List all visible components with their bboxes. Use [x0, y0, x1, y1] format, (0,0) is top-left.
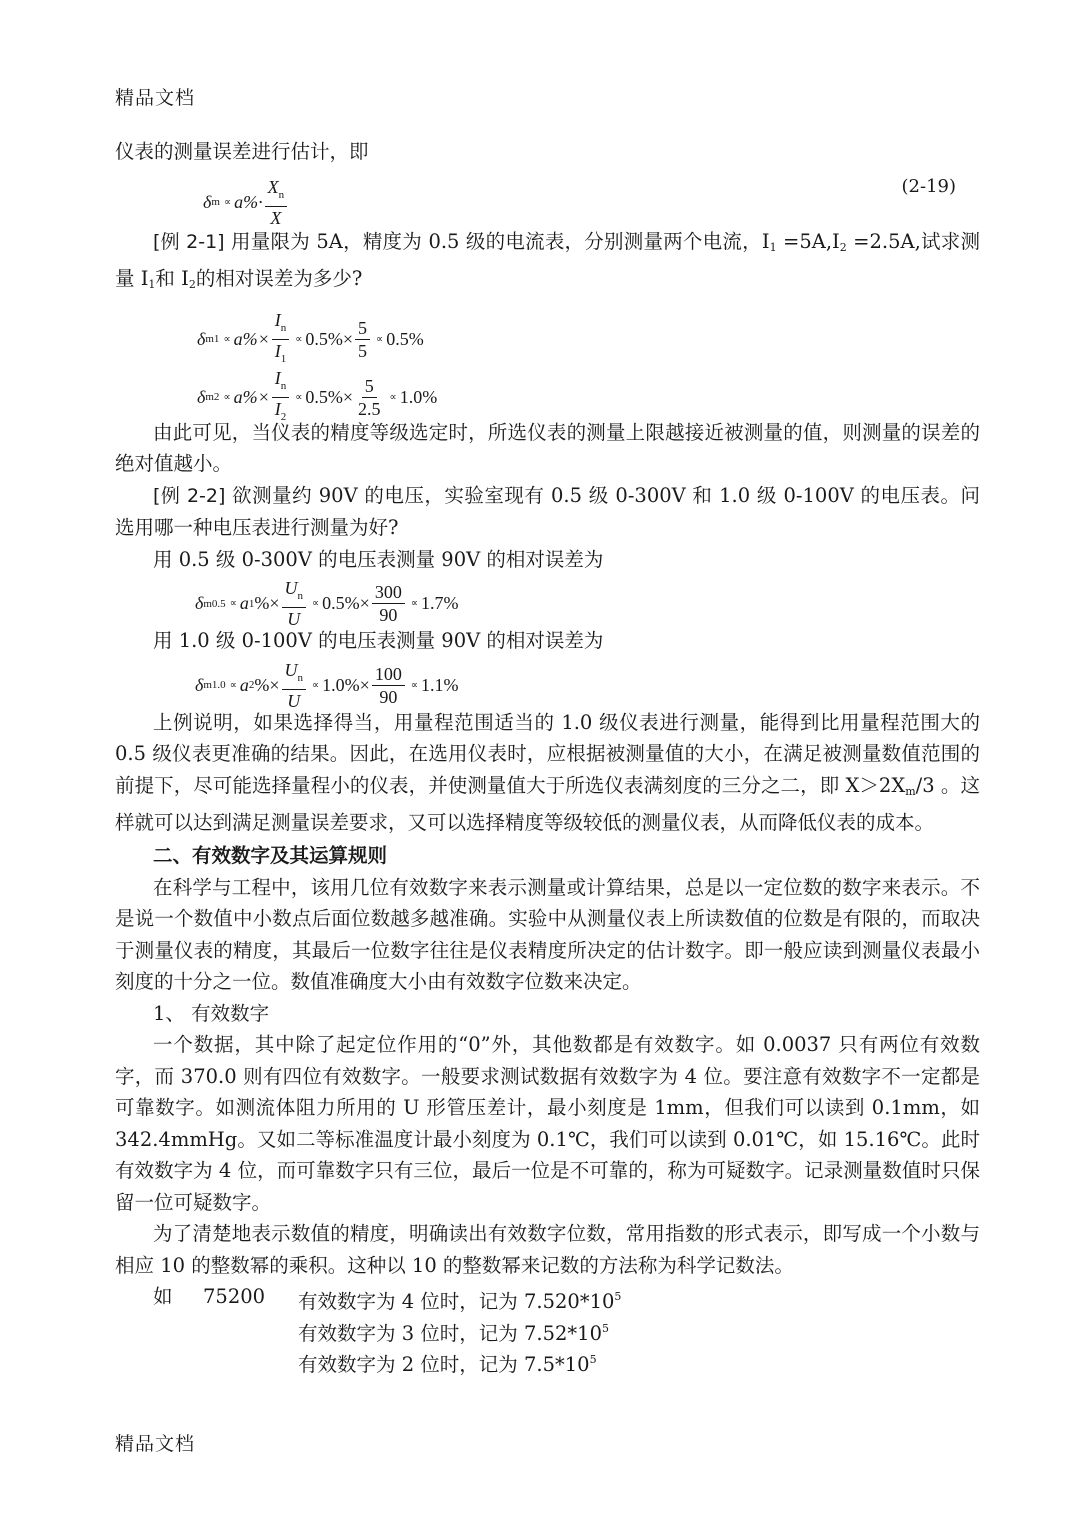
eq-fraction	[372, 663, 405, 708]
subscript: 1	[148, 278, 156, 291]
eq-term: a	[239, 674, 249, 695]
eq-subscript: m	[211, 196, 220, 208]
eq-relation-symbol: ∝	[223, 391, 230, 403]
page-footer: 精品文档	[115, 1433, 196, 1455]
example-1-conclusion: 由此可见，当仪表的精度等级选定时，所选仪表的测量上限越接近被测量的值，则测量的误差的绝对值越小。	[115, 420, 980, 475]
eq-subscript: m1	[205, 333, 220, 345]
eq-subscript: 2	[280, 410, 287, 423]
subsection-heading: 1、 有效数字	[153, 1001, 270, 1025]
intro-text: 仪表的测量误差进行估计，即	[115, 140, 369, 163]
sci-prefix: 如	[153, 1285, 173, 1308]
document-body	[115, 136, 980, 1376]
eq-symbol: δ	[203, 191, 212, 212]
sci-row-text: 有效数字为 3 位时，记为 7.52*10	[298, 1321, 602, 1345]
eq-subscript: m0.5	[203, 597, 226, 610]
eq-fraction	[272, 367, 290, 428]
eq-denominator: 2.5	[358, 398, 381, 419]
equation-example-2-b	[115, 657, 980, 711]
eq-symbol: δ	[197, 386, 206, 407]
scientific-notation-example	[115, 1344, 980, 1376]
equation-example-1-a	[115, 301, 980, 365]
eq-subscript: n	[297, 671, 303, 684]
eq-fraction	[355, 375, 384, 420]
eq-denominator: I	[274, 340, 281, 361]
eq-term: a%×	[233, 386, 270, 407]
example-text: =2.5A,试求测量 I	[115, 229, 980, 290]
section-heading: 二、有效数字及其运算规则	[153, 843, 388, 867]
scientific-notation-example	[115, 1313, 980, 1345]
summary-text: /3 。这样就可以达到满足测量误差要求，又可以选择精度等级较低的测量仪表，从而降低仪表的成本。	[115, 773, 980, 834]
eq-relation-symbol: ∝	[223, 333, 230, 345]
eq-denominator: 5	[358, 340, 368, 361]
eq-numerator: X	[267, 176, 279, 197]
sci-exponent: 5	[589, 1353, 597, 1366]
sci-row-text: 有效数字为 4 位时，记为 7.520*10	[298, 1290, 615, 1313]
eq-term: a	[239, 593, 249, 613]
eq-denominator: U	[287, 609, 301, 629]
sci-row	[298, 1344, 597, 1381]
example-text: =5A,I	[776, 229, 840, 253]
eq-term: %×	[254, 593, 280, 613]
eq-subscript: n	[280, 379, 287, 392]
section-paragraph-1: 在科学与工程中，该用几位有效数字来表示测量或计算结果，总是以一定位数的数字来表示。不是说一个数值中小数点后面位数越多越准确。实验中从测量仪表上所读数值的位数是有限的，而取决于测量仪表的精度，其最后一位数字往往是仪表精度所决定的估计数字。即一般应读到测量仪表最小刻度的十分之一位。数值准确度大小由有效数字位数来决定。	[115, 875, 980, 993]
eq-subscript: 1	[280, 352, 287, 365]
eq-term: 0.5%×	[305, 328, 354, 349]
section-paragraph-2: 一个数据，其中除了起定位作用的“0”外，其他数都是有效数字。如 0.0037 只有两位有效数字，而 370.0 则有四位有效数字。一般要求测试数据有效数字为 4 位。要注意有效数字不一定都是可靠数字。如测流体阻力所用的 U 形管压差计，最小刻度是 1mm，但我们可以读到 0.1mm，如 342.4mmHg。又如二等标准温度计最小刻度为 0.1℃，我们可以读到 0.01℃，如 15.16℃。此时有效数字为 4 位，而可靠数字只有三位，最后一位是不可靠的，称为可疑数字。记录测量数值时只保留一位可疑数字。	[115, 1033, 980, 1214]
eq-subscript: m2	[205, 391, 220, 403]
eq-denominator: X	[270, 207, 282, 228]
eq-numerator: 100	[372, 663, 405, 686]
eq-result: 0.5%	[386, 328, 424, 349]
eq-result: 1.1%	[420, 674, 459, 695]
eq-relation-symbol: ∝	[229, 679, 236, 691]
example-2-case-1: 用 0.5 级 0-300V 的电压表测量 90V 的相对误差为	[153, 547, 604, 571]
eq-numerator: 5	[362, 375, 377, 398]
example-text: 用量限为 5A，精度为 0.5 级的电流表，分别测量两个电流，I	[224, 229, 770, 253]
subscript: 2	[839, 240, 847, 254]
eq-relation-symbol: ∝	[312, 679, 319, 691]
eq-numerator: 300	[372, 581, 405, 604]
equation-example-1-b	[115, 359, 980, 423]
eq-relation-symbol: ∝	[410, 598, 417, 609]
summary-text: 上例说明，如果选择得当，用量程范围适当的 1.0 级仪表进行测量，能得到比用量程范围大的 0.5 级仪表更准确的结果。因此，在选用仪表时，应根据被测量值的大小，在满足被测量数值范围的前提下，尽可能选择量程小的仪表，并使测量值大于所选仪表满刻度的三分之二，即 X＞2X	[115, 710, 980, 797]
eq-relation-symbol: ∝	[389, 391, 396, 403]
sci-exponent: 5	[614, 1290, 622, 1303]
eq-term: 0.5%×	[305, 386, 354, 407]
eq-term: 0.5%×	[322, 593, 370, 613]
eq-denominator: I	[274, 398, 281, 419]
eq-numerator: I	[274, 367, 281, 388]
example-2-case-2: 用 1.0 级 0-100V 的电压表测量 90V 的相对误差为	[153, 629, 604, 652]
eq-relation-symbol: ∝	[312, 598, 319, 609]
example-text: 欲测量约 90V 的电压，实验室现有 0.5 级 0-300V 和 1.0 级 0-100V 的电压表。问选用哪一种电压表进行测量为好?	[115, 483, 980, 539]
eq-denominator: 90	[379, 605, 398, 625]
eq-term: a%·	[234, 191, 263, 212]
example-2-1	[115, 226, 980, 301]
eq-numerator: U	[284, 578, 298, 598]
eq-denominator: U	[287, 690, 301, 711]
equation-2-19	[115, 168, 980, 226]
page-header: 精品文档	[115, 87, 196, 109]
sci-exponent: 5	[601, 1321, 609, 1335]
subscript: 2	[188, 278, 196, 291]
eq-relation-symbol: ∝	[410, 679, 417, 691]
eq-relation-symbol: ∝	[229, 598, 236, 609]
eq-fraction	[282, 659, 307, 712]
eq-fraction	[355, 317, 370, 362]
eq-relation-symbol: ∝	[295, 391, 302, 403]
eq-fraction	[265, 176, 288, 229]
eq-term: a%×	[233, 328, 270, 349]
example-label: [例 2-2]	[153, 484, 226, 507]
sci-number: 75200	[203, 1285, 266, 1308]
eq-relation-symbol: ∝	[376, 333, 383, 345]
example-text: 和 I	[155, 267, 189, 290]
subscript: 1	[769, 240, 777, 254]
eq-symbol: δ	[197, 328, 206, 349]
example-text: 的相对误差为多少?	[195, 267, 363, 290]
equation-example-2-a	[115, 575, 980, 629]
eq-result: 1.0%	[399, 386, 438, 407]
sci-row-text: 有效数字为 2 位时，记为 7.5*10	[298, 1353, 590, 1376]
subscript: m	[905, 784, 916, 798]
equation-number: (2-19)	[901, 175, 956, 197]
example-2-2	[115, 480, 980, 544]
eq-fraction	[372, 581, 405, 626]
eq-relation-symbol: ∝	[223, 196, 231, 208]
eq-subscript: n	[278, 188, 285, 201]
example-label: [例 2-1]	[153, 230, 225, 253]
eq-relation-symbol: ∝	[295, 333, 302, 345]
eq-subscript: n	[280, 321, 287, 334]
eq-result: 1.7%	[420, 593, 459, 613]
eq-subscript: 2	[248, 679, 255, 691]
eq-denominator: 90	[379, 686, 398, 707]
eq-term: 1.0%×	[322, 674, 370, 695]
eq-term: %×	[254, 674, 280, 695]
eq-fraction	[282, 577, 307, 630]
eq-symbol: δ	[195, 674, 204, 695]
eq-symbol: δ	[195, 593, 204, 613]
eq-subscript: 1	[248, 597, 255, 610]
eq-subscript: n	[297, 590, 303, 602]
eq-numerator: U	[284, 659, 298, 680]
eq-numerator: I	[274, 309, 281, 330]
scientific-notation-example	[115, 1281, 980, 1313]
eq-subscript: m1.0	[203, 679, 226, 691]
example-2-summary	[115, 707, 980, 839]
section-paragraph-3: 为了清楚地表示数值的精度，明确读出有效数字位数，常用指数的形式表示，即写成一个小数与相应 10 的整数幂的乘积。这种以 10 的整数幂来记数的方法称为科学记数法。	[115, 1222, 980, 1277]
eq-numerator: 5	[355, 317, 370, 340]
